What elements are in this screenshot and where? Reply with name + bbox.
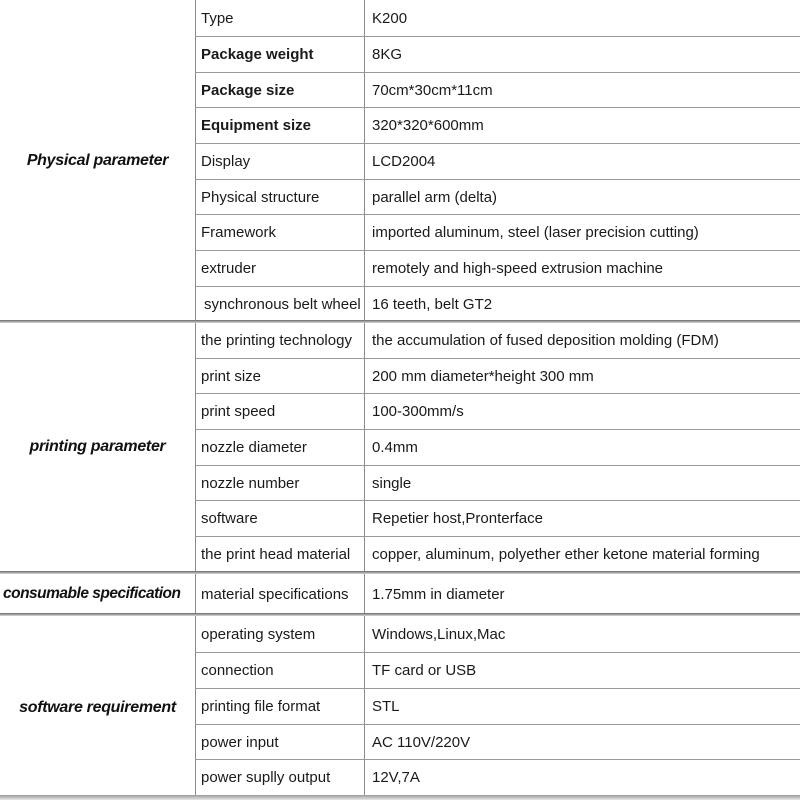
row-key: printing file format: [201, 697, 321, 715]
row-value: 70cm*30cm*11cm: [372, 81, 493, 99]
row-divider: [195, 36, 800, 37]
row-divider: [195, 393, 800, 394]
row-key: print size: [201, 367, 262, 385]
row-value: the accumulation of fused deposition molding (FDM): [372, 331, 719, 349]
group-label: consumable specification: [3, 585, 181, 602]
row-key: the printing technology: [201, 331, 352, 349]
row-divider: [195, 500, 800, 501]
column-divider-left: [195, 0, 196, 800]
row-value: 8KG: [372, 45, 403, 63]
row-value: 200 mm diameter*height 300 mm: [372, 367, 594, 385]
group-divider: [0, 571, 800, 574]
row-value: TF card or USB: [372, 661, 477, 679]
row-value: imported aluminum, steel (laser precision cutting): [372, 223, 699, 241]
row-divider: [195, 465, 800, 466]
row-value: copper, aluminum, polyether ether ketone material forming: [372, 545, 760, 563]
row-key: Framework: [201, 223, 277, 241]
row-divider: [195, 759, 800, 760]
row-divider: [195, 429, 800, 430]
table-row: [195, 322, 800, 358]
table-row: [195, 143, 800, 179]
table-row: [195, 688, 800, 724]
row-key: Package size: [201, 81, 295, 99]
table-row: [195, 179, 800, 215]
row-value: parallel arm (delta): [372, 188, 498, 206]
table-row: [195, 500, 800, 536]
row-key: the print head material: [201, 545, 351, 563]
column-divider-right: [364, 0, 365, 800]
table-row: [195, 214, 800, 250]
row-value: 100-300mm/s: [372, 402, 464, 420]
group-physical-parameter: [0, 0, 800, 321]
row-key: power suplly output: [201, 768, 331, 786]
table-row: [195, 759, 800, 795]
row-key: nozzle number: [201, 474, 300, 492]
row-key: Type: [201, 9, 234, 27]
row-key: power input: [201, 733, 279, 751]
row-key: synchronous belt wheel: [204, 295, 361, 313]
group-consumable-specification: [0, 574, 800, 614]
row-key: Physical structure: [201, 188, 320, 206]
group-divider: [0, 613, 800, 616]
row-divider: [195, 724, 800, 725]
row-key: operating system: [201, 625, 316, 643]
row-key: nozzle diameter: [201, 438, 307, 456]
row-divider: [195, 536, 800, 537]
row-divider: [195, 688, 800, 689]
bottom-edge: [0, 795, 800, 800]
row-value: LCD2004: [372, 152, 436, 170]
table-row: [195, 536, 800, 572]
row-key: Package weight: [201, 45, 314, 63]
table-row: [195, 393, 800, 429]
group-label: printing parameter: [29, 438, 166, 455]
row-divider: [195, 358, 800, 359]
group-software-requirement: [0, 616, 800, 800]
table-row: [195, 286, 800, 322]
group-divider: [0, 320, 800, 323]
table-row: [195, 0, 800, 36]
table-row: [195, 429, 800, 465]
row-value: remotely and high-speed extrusion machine: [372, 259, 663, 277]
table-row: [195, 36, 800, 72]
row-divider: [195, 179, 800, 180]
row-key: Display: [201, 152, 251, 170]
row-divider: [195, 72, 800, 73]
row-value: Windows,Linux,Mac: [372, 625, 506, 643]
row-divider: [195, 286, 800, 287]
row-value: 16 teeth, belt GT2: [372, 295, 493, 313]
table-row: [195, 724, 800, 760]
table-row: [195, 358, 800, 394]
row-divider: [195, 107, 800, 108]
row-divider: [195, 652, 800, 653]
table-row: [195, 250, 800, 286]
row-value: 1.75mm in diameter: [372, 585, 505, 603]
row-key: extruder: [201, 259, 257, 277]
row-value: 0.4mm: [372, 438, 418, 456]
table-row: [195, 576, 800, 612]
row-divider: [195, 143, 800, 144]
row-key: print speed: [201, 402, 276, 420]
group-label: Physical parameter: [26, 151, 169, 169]
row-key: Equipment size: [201, 116, 312, 134]
group-printing-parameter: [0, 322, 800, 572]
row-value: Repetier host,Pronterface: [372, 509, 543, 527]
row-value: AC 110V/220V: [372, 733, 471, 751]
row-value: 12V,7A: [372, 768, 420, 786]
table-row: [195, 652, 800, 688]
group-label: software requirement: [19, 699, 176, 716]
row-value: K200: [372, 9, 408, 27]
table-row: [195, 616, 800, 652]
row-divider: [195, 214, 800, 215]
row-value: single: [372, 474, 412, 492]
row-value: 320*320*600mm: [372, 116, 484, 134]
table-row: [195, 72, 800, 108]
row-key: software: [201, 509, 258, 527]
table-row: [195, 465, 800, 501]
row-value: STL: [372, 697, 400, 715]
row-divider: [195, 250, 800, 251]
table-row: [195, 107, 800, 143]
row-key: connection: [201, 661, 274, 679]
row-key: material specifications: [201, 585, 349, 603]
